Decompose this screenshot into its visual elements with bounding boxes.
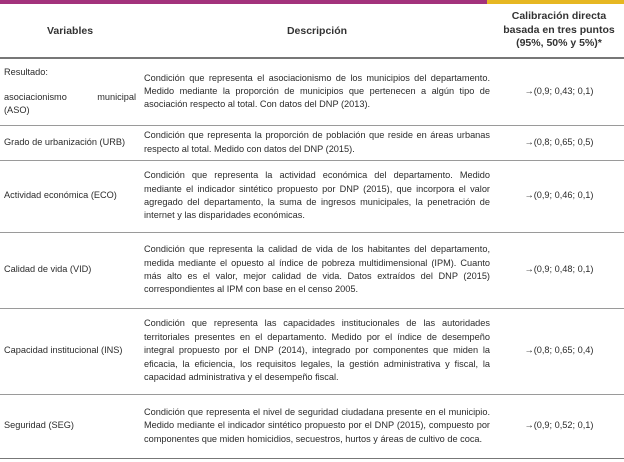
calibration-cell: →(0,9; 0,43; 0,1): [494, 58, 624, 125]
description-cell: Condición que representa la proporción de población que reside en áreas urbanas respecto al total. Medido con datos del DNP (2015).: [140, 125, 494, 160]
variable-cell: Actividad económica (ECO): [0, 160, 140, 232]
variable-cell: Capacidad institucional (INS): [0, 308, 140, 394]
header-variables: Variables: [0, 4, 140, 58]
table-row: [0, 308, 624, 394]
variable-cell: Calidad de vida (VID): [0, 232, 140, 308]
description-cell: Condición que representa las capacidades institucionales de las autoridades territoriales presentes en el departamento. Medido por el índice de desempeño integral propuesto por el DNP (2014), integrado por componentes que miden la eficacia, la eficiencia, los requisitos legales, la gestión administrativa y fiscal, la capacidad administrativa y el desempeño fiscal.: [140, 308, 494, 394]
calibration-cell: →(0,8; 0,65; 0,4): [494, 308, 624, 394]
variable-cell: Seguridad (SEG): [0, 394, 140, 458]
table-header-row: [0, 4, 624, 58]
header-descripcion: Descripción: [140, 4, 494, 58]
description-cell: Condición que representa la calidad de vida de los habitantes del departamento, medida mediante el opuesto al índice de pobreza multidimensional (IPM). Cuanto más alto es el valor, mejor calidad de vida. Datos extraídos del DNP (2015) correspondientes al IPM con base en el censo 2005.: [140, 232, 494, 308]
resultado-label: Resultado:: [4, 66, 48, 77]
description-cell: Condición que representa el nivel de seguridad ciudadana presente en el municipio. Medido mediante el indicador sintético propuesto por el DNP (2015), compuesto por componentes que miden homicidios, secuestros, hurtos y áreas de cultivo de coca.: [140, 394, 494, 458]
table-row: [0, 394, 624, 458]
description-cell: Condición que representa la actividad económica del departamento. Medido mediante el indicador sintético propuesto por DNP (2015), que incorpora el valor agregado del departamento, la suma de ingresos municipales, la penetración de internet y las disparidades económicas.: [140, 160, 494, 232]
header-calibracion-line2: basada en tres puntos: [503, 23, 615, 36]
header-calibracion-line1: Calibración directa: [511, 10, 607, 23]
table-row: [0, 125, 624, 160]
table-row: [0, 160, 624, 232]
calibration-cell: →(0,9; 0,46; 0,1): [494, 160, 624, 232]
table-row: [0, 232, 624, 308]
calibration-cell: →(0,9; 0,48; 0,1): [494, 232, 624, 308]
calibration-cell: →(0,9; 0,52; 0,1): [494, 394, 624, 458]
variable-cell: Grado de urbanización (URB): [0, 125, 140, 160]
variable-name: asociacionismo municipal (ASO): [4, 92, 136, 116]
variables-table: [0, 4, 624, 459]
variable-cell: [0, 58, 140, 125]
header-calibracion-line3: (95%, 50% y 5%)*: [516, 37, 602, 50]
header-calibracion: [494, 4, 624, 58]
description-cell: Condición que representa el asociacionismo de los municipios del departamento. Medido mediante la proporción de municipios que pertenecen a algún tipo de asociación respecto al total. Con datos del DNP (2013).: [140, 58, 494, 125]
table-row: [0, 58, 624, 125]
calibration-cell: →(0,8; 0,65; 0,5): [494, 125, 624, 160]
